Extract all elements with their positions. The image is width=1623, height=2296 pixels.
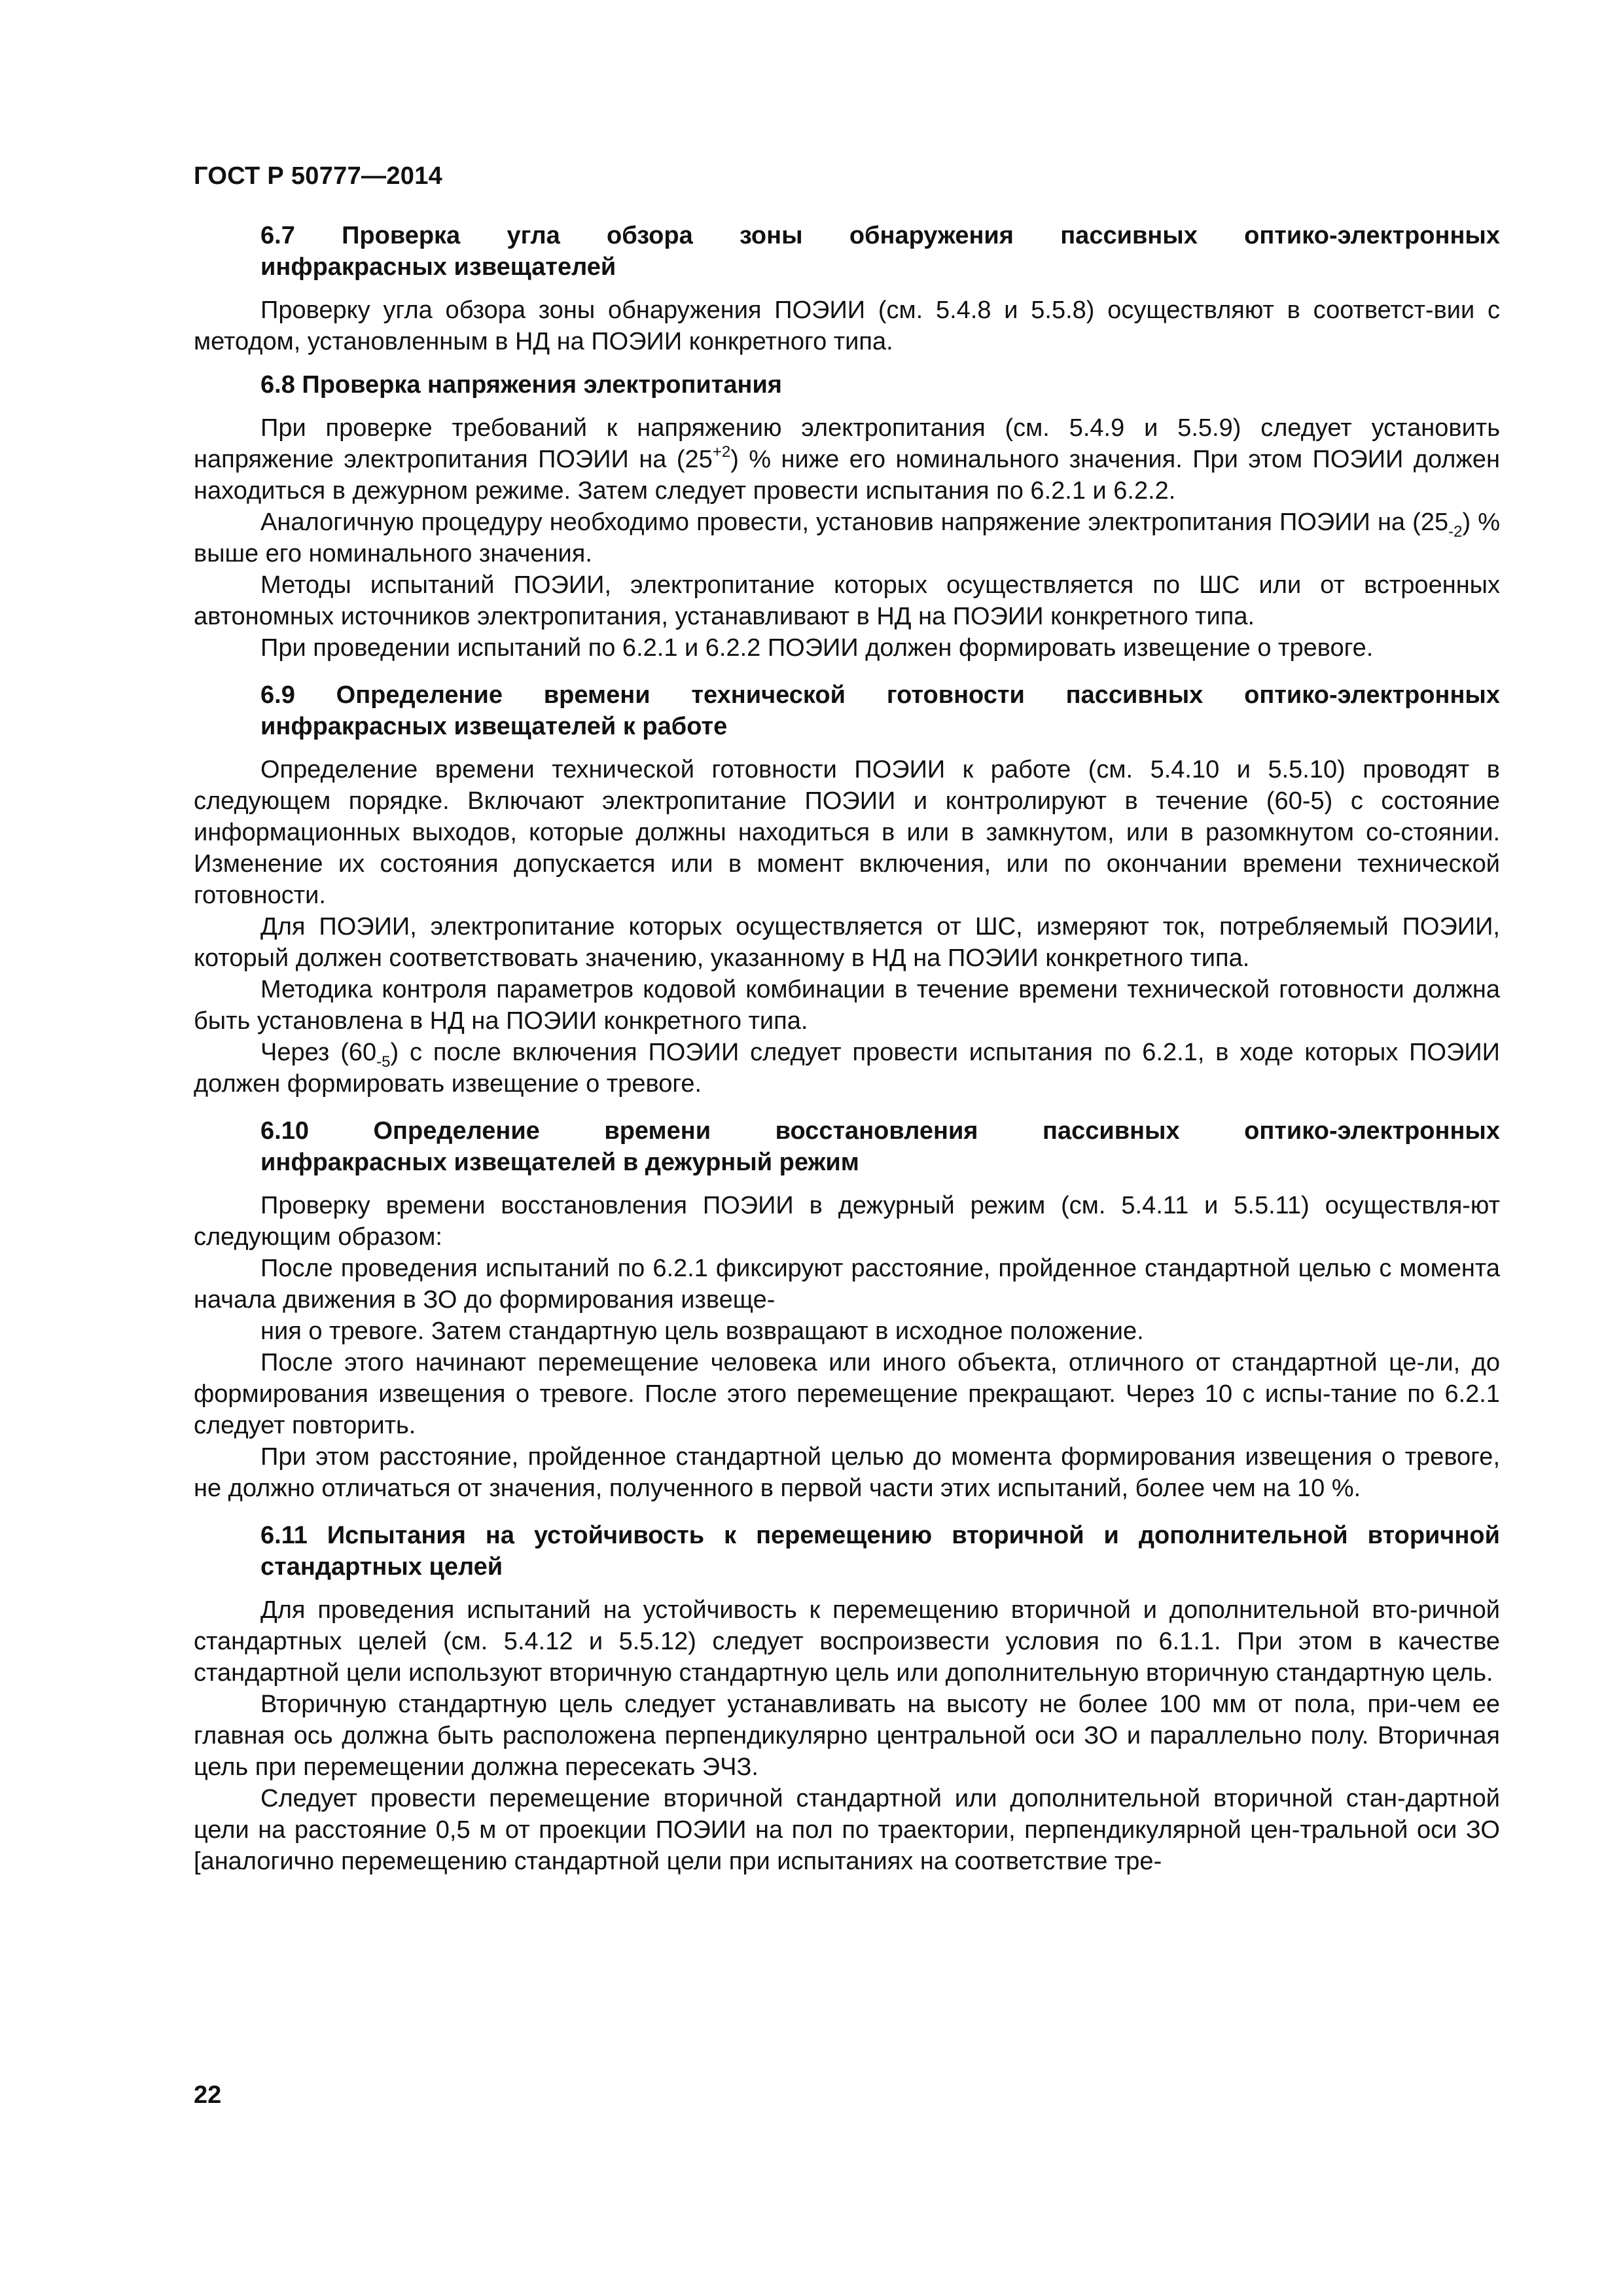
paragraph-6-10-3: После этого начинают перемещение человека или иного объекта, отличного от стандартной це-ли, до формирования извещения о тревоге. После этого перемещение прекращают. Через 10 с испы-тание по 6.2.1 следует повторить. bbox=[194, 1349, 1500, 1439]
section-heading-6-10-line1: 6.10 Определение времени восстановления пассивных оптико-электронных bbox=[260, 1117, 1500, 1145]
paragraph-6-11-1: Для проведения испытаний на устойчивость к перемещению вторичной и дополнительной вто-ричной стандартных целей (см. 5.4.12 и 5.5.12) следует воспроизвести условия по 6.1.1. При этом в качестве стандартной цели используют вторичную стандартную цель или дополнительную вторичную стандартную цель. bbox=[194, 1596, 1500, 1687]
paragraph-6-9-4-part1: Через (60 bbox=[260, 1039, 377, 1066]
paragraph-6-9-3: Методика контроля параметров кодовой комбинации в течение времени технической готовности должна быть установлена в НД на ПОЭИИ конкретного типа. bbox=[194, 976, 1500, 1035]
paragraph-6-10-2: После проведения испытаний по 6.2.1 фиксируют расстояние, пройденное стандартной целью с момента начала движения в ЗО до формирования извеще- bbox=[194, 1255, 1500, 1314]
paragraph-6-11-2: Вторичную стандартную цель следует устанавливать на высоту не более 100 мм от пола, при-чем ее главная ось должна быть расположена перпендикулярно центральной оси ЗО и параллельно полу. Вторичная цель при перемещении должна пересекать ЭЧЗ. bbox=[194, 1691, 1500, 1781]
paragraph-6-9-1: Определение времени технической готовности ПОЭИИ к работе (см. 5.4.10 и 5.5.10) проводят в следующем порядке. Включают электропитание ПОЭИИ и контролируют в течение (60-5) с состояние информационных выходов, которые должны находиться в или в замкнутом, или в разомкнутом со-стоянии. Изменение их состояния допускается или в момент включения, или по окончании времени технической готовности. bbox=[194, 756, 1500, 909]
section-heading-6-11 bbox=[194, 1520, 1500, 1583]
page-number: 22 bbox=[194, 2081, 222, 2109]
section-heading-6-7-line2: инфракрасных извещателей bbox=[260, 253, 616, 281]
paragraph-6-9-4-part2: ) с после включения ПОЭИИ следует провести испытания по 6.2.1, в ходе которых ПОЭИИ должен формировать извещение о тревоге. bbox=[194, 1039, 1500, 1098]
paragraph-6-8-1-part1: При проверке требований к напряжению электропитания (см. 5.4.9 и 5.5.9) следует установить напряжение электропитания ПОЭИИ на (25 bbox=[194, 414, 1500, 473]
paragraph-6-11-3: Следует провести перемещение вторичной стандартной или дополнительной вторичной стан-дартной цели на расстояние 0,5 м от проекции ПОЭИИ на пол по траектории, перпендикулярной цен-тральной оси ЗО [аналогично перемещению стандартной цели при испытаниях на соответствие тре- bbox=[194, 1785, 1500, 1875]
paragraph-6-8-1-part2: ) % ниже его номинального значения. При этом ПОЭИИ должен находиться в дежурном режиме. Затем следует провести испытания по 6.2.1 и 6.2.2. bbox=[194, 446, 1500, 505]
paragraph-6-8-2 bbox=[194, 507, 1500, 569]
paragraph-6-10-2-continuation: ния о тревоге. Затем стандартную цель возвращают в исходное положение. bbox=[260, 1318, 1144, 1345]
section-heading-6-7 bbox=[194, 220, 1500, 283]
paragraph-6-9-2: Для ПОЭИИ, электропитание которых осуществляется от ШС, измеряют ток, потребляемый ПОЭИИ, который должен соответствовать значению, указанному в НД на ПОЭИИ конкретного типа. bbox=[194, 913, 1500, 972]
paragraph-6-8-2-part1: Аналогичную процедуру необходимо провести, установив напряжение электропитания ПОЭИИ на (25 bbox=[260, 509, 1449, 536]
subscript-tolerance: -2 bbox=[1448, 523, 1463, 541]
superscript-tolerance: +2 bbox=[712, 443, 731, 461]
paragraph-6-8-1 bbox=[194, 412, 1500, 507]
paragraph-6-9-4 bbox=[194, 1037, 1500, 1100]
section-heading-6-9-line1: 6.9 Определение времени технической готовности пассивных оптико-электронных bbox=[260, 681, 1500, 709]
section-heading-6-8: 6.8 Проверка напряжения электропитания bbox=[260, 371, 782, 399]
document-header: ГОСТ Р 50777—2014 bbox=[194, 162, 443, 190]
section-heading-6-7-line1: 6.7 Проверка угла обзора зоны обнаружения пассивных оптико-электронных bbox=[260, 222, 1500, 249]
section-heading-6-9 bbox=[194, 679, 1500, 742]
section-heading-6-10-line2: инфракрасных извещателей в дежурный режим bbox=[260, 1149, 859, 1176]
paragraph-6-8-2-part2: ) % выше его номинального значения. bbox=[194, 509, 1501, 567]
paragraph-6-10-4: При этом расстояние, пройденное стандартной целью до момента формирования извещения о тревоге, не должно отличаться от значения, полученного в первой части этих испытаний, более чем на 10 %. bbox=[194, 1443, 1500, 1502]
section-heading-6-10 bbox=[194, 1115, 1500, 1178]
document-body bbox=[194, 220, 1500, 1877]
section-heading-6-11-line2: стандартных целей bbox=[260, 1553, 503, 1581]
subscript-time-tolerance: -5 bbox=[376, 1053, 391, 1071]
section-heading-6-11-line1: 6.11 Испытания на устойчивость к перемещению вторичной и дополнительной вторичной bbox=[260, 1522, 1500, 1549]
paragraph-6-8-3: Методы испытаний ПОЭИИ, электропитание которых осуществляется по ШС или от встроенных автономных источников электропитания, устанавливают в НД на ПОЭИИ конкретного типа. bbox=[194, 571, 1500, 630]
paragraph-6-7-1: Проверку угла обзора зоны обнаружения ПОЭИИ (см. 5.4.8 и 5.5.8) осуществляют в соответст-вии с методом, установленным в НД на ПОЭИИ конкретного типа. bbox=[194, 296, 1500, 355]
section-heading-6-9-line2: инфракрасных извещателей к работе bbox=[260, 713, 728, 740]
paragraph-6-8-4: При проведении испытаний по 6.2.1 и 6.2.2 ПОЭИИ должен формировать извещение о тревоге. bbox=[260, 634, 1374, 662]
paragraph-6-10-1: Проверку времени восстановления ПОЭИИ в дежурный режим (см. 5.4.11 и 5.5.11) осуществля-ют следующим образом: bbox=[194, 1192, 1500, 1251]
